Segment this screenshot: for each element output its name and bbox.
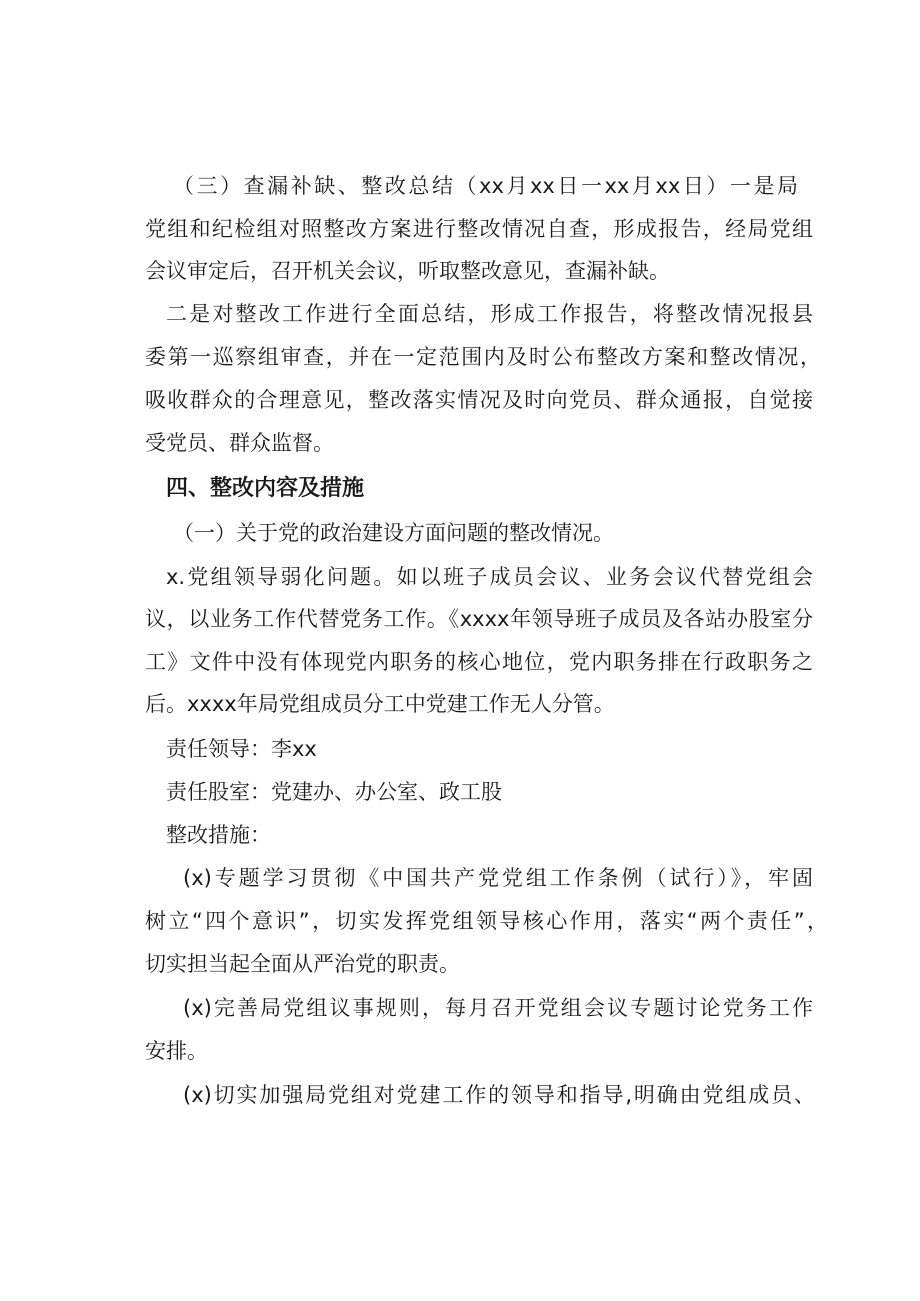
measure1-line-2: 树立“四个意识”，切实发挥党组领导核心作用，落实“两个责任”， [145, 909, 828, 933]
section3-intro-line-1: （三）查漏补缺、整改总结（xx月xx日一xx月xx日）一是局 [173, 174, 798, 198]
measure1-line-3: 切实担当起全面从严治党的职责。 [145, 952, 460, 976]
measures-label: 整改措施： [166, 823, 271, 847]
responsible-leader: 责任领导：李xx [166, 737, 317, 761]
issue1-line-3: 工》文件中没有体现党内职务的核心地位，党内职务排在行政职务之 [145, 650, 813, 674]
measure2-line-1: (x)完善局党组议事规则，每月召开党组会议专题讨论党务工作 [183, 996, 813, 1020]
responsible-office: 责任股室：党建办、办公室、政工股 [166, 780, 502, 804]
measure1-line-1: (x)专题学习贯彻《中国共产党党组工作条例（试行）》，牢固 [183, 866, 813, 890]
section3-part2-line-3: 吸收群众的合理意见，整改落实情况及时向党员、群众通报，自觉接 [145, 388, 813, 412]
measure2-line-2: 安排。 [145, 1039, 208, 1063]
section3-part2-line-1: 二是对整改工作进行全面总结，形成工作报告，将整改情况报县 [166, 302, 813, 326]
measure3-line-1: (x)切实加强局党组对党建工作的领导和指导,明确由党组成员、 [183, 1083, 815, 1107]
section4-subheading: （一）关于党的政治建设方面问题的整改情况。 [173, 521, 614, 545]
section3-part2-line-2: 委第一巡察组审查，并在一定范围内及时公布整改方案和整改情况， [145, 345, 821, 369]
issue1-line-4: 后。xxxx年局党组成员分工中党建工作无人分管。 [145, 692, 615, 716]
issue1-line-2: 议，以业务工作代替党务工作。《xxxx年领导班子成员及各站办股室分 [145, 607, 813, 631]
section3-intro-line-2: 党组和纪检组对照整改方案进行整改情况自查，形成报告，经局党组 [145, 217, 813, 241]
section3-part2-line-4: 受党员、群众监督。 [145, 431, 334, 455]
section4-heading: 四、整改内容及措施 [166, 476, 365, 501]
section3-intro-line-3: 会议审定后，召开机关会议，听取整改意见，查漏补缺。 [145, 259, 670, 283]
issue1-line-1: x.党组领导弱化问题。如以班子成员会议、业务会议代替党组会 [166, 565, 813, 589]
